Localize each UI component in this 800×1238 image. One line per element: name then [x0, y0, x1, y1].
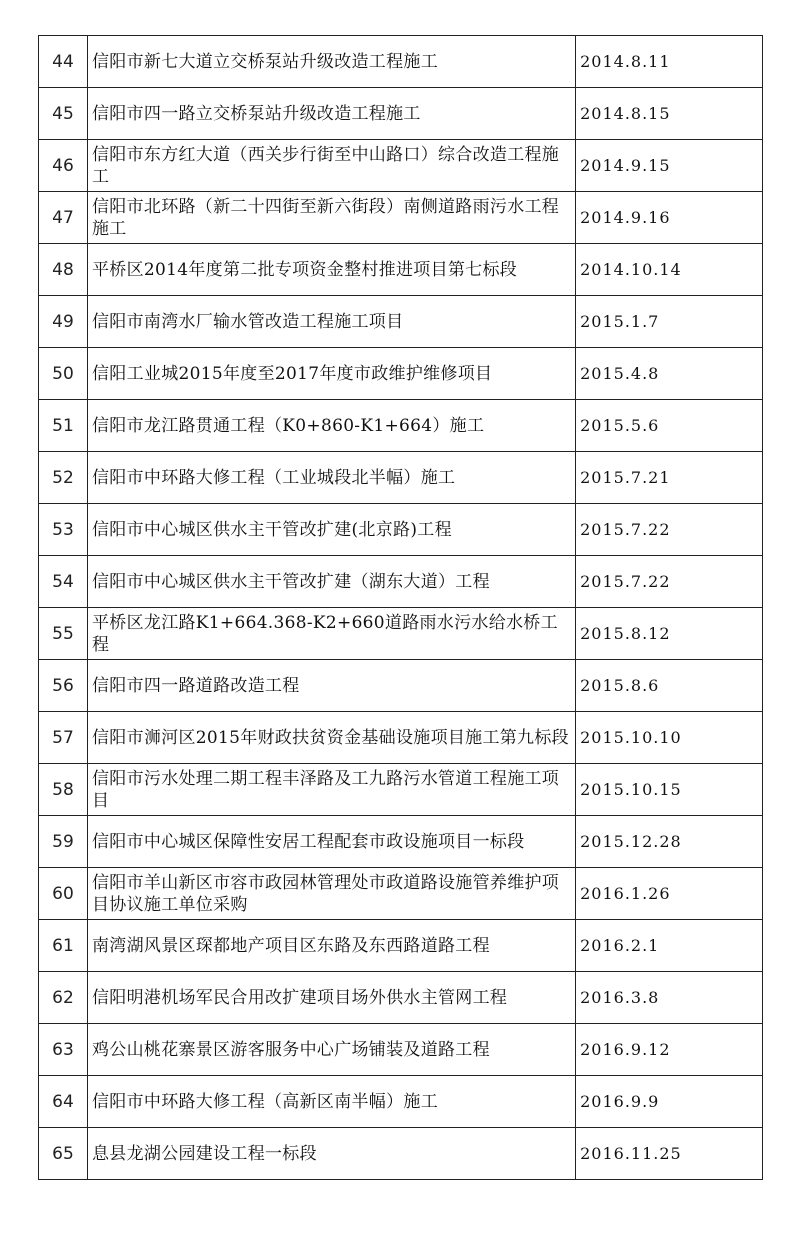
table-row — [39, 868, 763, 920]
project-table-body — [39, 36, 763, 1180]
table-row — [39, 920, 763, 972]
project-name-cell: 信阳市四一路道路改造工程 — [88, 660, 576, 712]
table-row — [39, 452, 763, 504]
row-number-cell: 55 — [39, 608, 88, 660]
row-number-cell: 60 — [39, 868, 88, 920]
project-name-cell: 信阳市污水处理二期工程丰泽路及工九路污水管道工程施工项目 — [88, 764, 576, 816]
project-date-cell: 2016.1.26 — [576, 868, 763, 920]
project-date-cell: 2016.3.8 — [576, 972, 763, 1024]
project-date-cell: 2015.1.7 — [576, 296, 763, 348]
project-name-cell: 信阳市羊山新区市容市政园林管理处市政道路设施管养维护项目协议施工单位采购 — [88, 868, 576, 920]
project-name-cell: 鸡公山桃花寨景区游客服务中心广场铺装及道路工程 — [88, 1024, 576, 1076]
table-row — [39, 1076, 763, 1128]
project-date-cell: 2015.7.22 — [576, 556, 763, 608]
project-table — [38, 35, 763, 1180]
project-name-cell: 信阳明港机场军民合用改扩建项目场外供水主管网工程 — [88, 972, 576, 1024]
project-name-cell: 信阳市东方红大道（西关步行街至中山路口）综合改造工程施工 — [88, 140, 576, 192]
project-date-cell: 2014.9.16 — [576, 192, 763, 244]
project-date-cell: 2015.7.21 — [576, 452, 763, 504]
project-name-cell: 信阳市北环路（新二十四街至新六街段）南侧道路雨污水工程施工 — [88, 192, 576, 244]
table-row — [39, 556, 763, 608]
project-name-cell: 信阳市中心城区供水主干管改扩建（湖东大道）工程 — [88, 556, 576, 608]
row-number-cell: 53 — [39, 504, 88, 556]
table-row — [39, 1024, 763, 1076]
table-row — [39, 608, 763, 660]
project-name-cell: 信阳市龙江路贯通工程（K0+860-K1+664）施工 — [88, 400, 576, 452]
table-row — [39, 140, 763, 192]
table-row — [39, 764, 763, 816]
project-name-cell: 信阳市浉河区2015年财政扶贫资金基础设施项目施工第九标段 — [88, 712, 576, 764]
table-row — [39, 244, 763, 296]
row-number-cell: 59 — [39, 816, 88, 868]
table-row — [39, 816, 763, 868]
table-row — [39, 1128, 763, 1180]
row-number-cell: 65 — [39, 1128, 88, 1180]
project-date-cell: 2015.4.8 — [576, 348, 763, 400]
project-date-cell: 2015.7.22 — [576, 504, 763, 556]
row-number-cell: 58 — [39, 764, 88, 816]
project-name-cell: 息县龙湖公园建设工程一标段 — [88, 1128, 576, 1180]
project-name-cell: 信阳市中心城区保障性安居工程配套市政设施项目一标段 — [88, 816, 576, 868]
row-number-cell: 48 — [39, 244, 88, 296]
project-date-cell: 2014.8.11 — [576, 36, 763, 88]
table-row — [39, 504, 763, 556]
project-date-cell: 2016.9.12 — [576, 1024, 763, 1076]
row-number-cell: 63 — [39, 1024, 88, 1076]
project-name-cell: 信阳市中环路大修工程（高新区南半幅）施工 — [88, 1076, 576, 1128]
project-name-cell: 信阳工业城2015年度至2017年度市政维护维修项目 — [88, 348, 576, 400]
table-row — [39, 660, 763, 712]
project-date-cell: 2015.12.28 — [576, 816, 763, 868]
table-row — [39, 192, 763, 244]
project-name-cell: 平桥区龙江路K1+664.368-K2+660道路雨水污水给水桥工程 — [88, 608, 576, 660]
row-number-cell: 61 — [39, 920, 88, 972]
row-number-cell: 50 — [39, 348, 88, 400]
row-number-cell: 51 — [39, 400, 88, 452]
row-number-cell: 57 — [39, 712, 88, 764]
table-row — [39, 972, 763, 1024]
table-row — [39, 36, 763, 88]
row-number-cell: 64 — [39, 1076, 88, 1128]
table-row — [39, 296, 763, 348]
project-name-cell: 南湾湖风景区琛都地产项目区东路及东西路道路工程 — [88, 920, 576, 972]
project-date-cell: 2014.10.14 — [576, 244, 763, 296]
project-name-cell: 平桥区2014年度第二批专项资金整村推进项目第七标段 — [88, 244, 576, 296]
project-date-cell: 2016.11.25 — [576, 1128, 763, 1180]
project-date-cell: 2014.9.15 — [576, 140, 763, 192]
project-date-cell: 2015.8.6 — [576, 660, 763, 712]
project-name-cell: 信阳市中环路大修工程（工业城段北半幅）施工 — [88, 452, 576, 504]
row-number-cell: 54 — [39, 556, 88, 608]
project-date-cell: 2016.2.1 — [576, 920, 763, 972]
project-date-cell: 2015.10.10 — [576, 712, 763, 764]
row-number-cell: 52 — [39, 452, 88, 504]
project-name-cell: 信阳市四一路立交桥泵站升级改造工程施工 — [88, 88, 576, 140]
row-number-cell: 62 — [39, 972, 88, 1024]
project-date-cell: 2014.8.15 — [576, 88, 763, 140]
row-number-cell: 47 — [39, 192, 88, 244]
row-number-cell: 49 — [39, 296, 88, 348]
project-date-cell: 2015.5.6 — [576, 400, 763, 452]
project-name-cell: 信阳市南湾水厂输水管改造工程施工项目 — [88, 296, 576, 348]
table-row — [39, 712, 763, 764]
table-row — [39, 400, 763, 452]
table-row — [39, 348, 763, 400]
project-date-cell: 2015.10.15 — [576, 764, 763, 816]
project-name-cell: 信阳市中心城区供水主干管改扩建(北京路)工程 — [88, 504, 576, 556]
row-number-cell: 44 — [39, 36, 88, 88]
row-number-cell: 46 — [39, 140, 88, 192]
project-name-cell: 信阳市新七大道立交桥泵站升级改造工程施工 — [88, 36, 576, 88]
row-number-cell: 45 — [39, 88, 88, 140]
row-number-cell: 56 — [39, 660, 88, 712]
project-date-cell: 2016.9.9 — [576, 1076, 763, 1128]
table-row — [39, 88, 763, 140]
project-date-cell: 2015.8.12 — [576, 608, 763, 660]
